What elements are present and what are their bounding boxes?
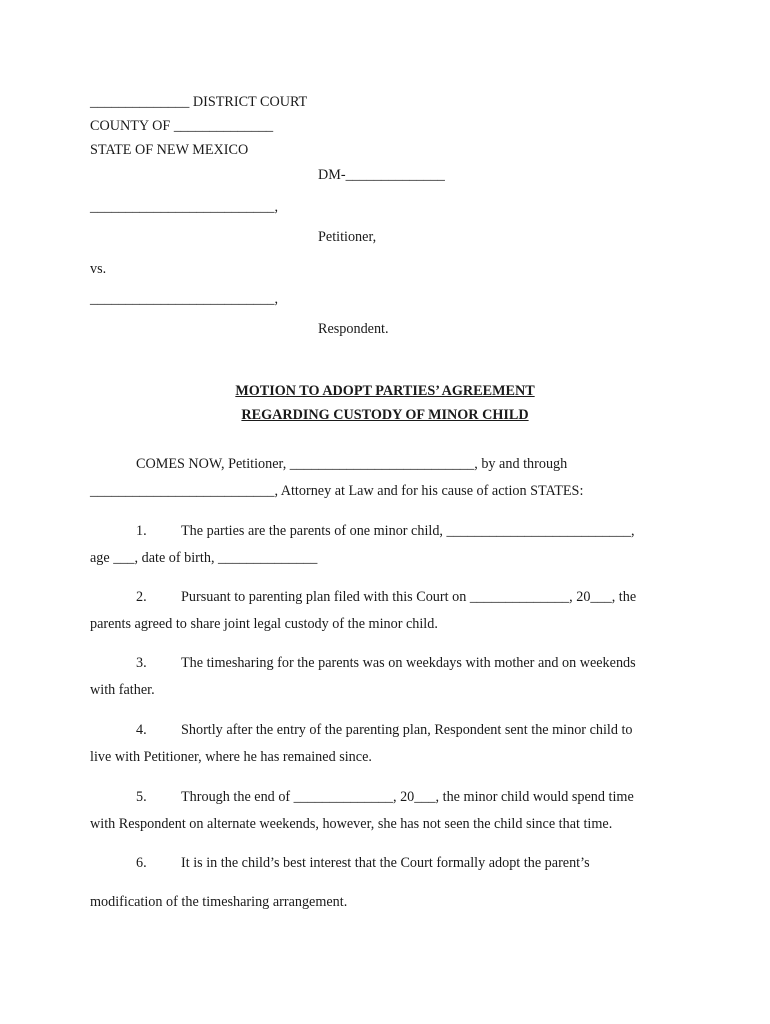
- respondent-label: Respondent.: [318, 321, 389, 337]
- paragraph-text: The timesharing for the parents was on weekdays with mother and on weekends: [181, 655, 636, 671]
- case-number: DM-______________: [318, 167, 445, 183]
- paragraph-text: The parties are the parents of one minor child, __________________________,: [181, 523, 635, 539]
- paragraph-text-cont: parents agreed to share joint legal custody of the minor child.: [90, 616, 438, 632]
- paragraph-number: 1.: [136, 523, 147, 539]
- paragraph-number: 2.: [136, 589, 147, 605]
- document-title-line1: MOTION TO ADOPT PARTIES’ AGREEMENT: [235, 383, 535, 399]
- intro-line1: COMES NOW, Petitioner, __________________________, by and through: [136, 456, 568, 472]
- paragraph-text: Shortly after the entry of the parenting plan, Respondent sent the minor child to: [181, 722, 633, 738]
- paragraph-text-cont: age ___, date of birth, ______________: [90, 550, 318, 566]
- paragraph-text-cont: with Respondent on alternate weekends, however, she has not seen the child since that time.: [90, 816, 613, 832]
- petitioner-label: Petitioner,: [318, 229, 377, 245]
- county-line: COUNTY OF ______________: [90, 118, 274, 134]
- petitioner-blank: __________________________,: [90, 199, 278, 215]
- paragraph-text-cont: with father.: [90, 682, 155, 698]
- paragraph-text: It is in the child’s best interest that the Court formally adopt the parent’s: [181, 855, 590, 871]
- paragraph-number: 3.: [136, 655, 147, 671]
- intro-line2: __________________________, Attorney at Law and for his cause of action STATES:: [90, 483, 584, 499]
- vs-label: vs.: [90, 261, 107, 277]
- court-line: ______________ DISTRICT COURT: [90, 94, 308, 110]
- paragraph-text-cont: modification of the timesharing arrangement.: [90, 894, 348, 910]
- state-line: STATE OF NEW MEXICO: [90, 142, 249, 158]
- paragraph-number: 4.: [136, 722, 147, 738]
- paragraph-text: Pursuant to parenting plan filed with this Court on ______________, 20___, the: [181, 589, 637, 605]
- paragraph-number: 6.: [136, 855, 147, 871]
- paragraph-text: Through the end of ______________, 20___, the minor child would spend time: [181, 789, 634, 805]
- paragraph-text-cont: live with Petitioner, where he has remained since.: [90, 749, 372, 765]
- paragraph-number: 5.: [136, 789, 147, 805]
- document-title-line2: REGARDING CUSTODY OF MINOR CHILD: [241, 407, 529, 423]
- respondent-blank: __________________________,: [90, 291, 278, 307]
